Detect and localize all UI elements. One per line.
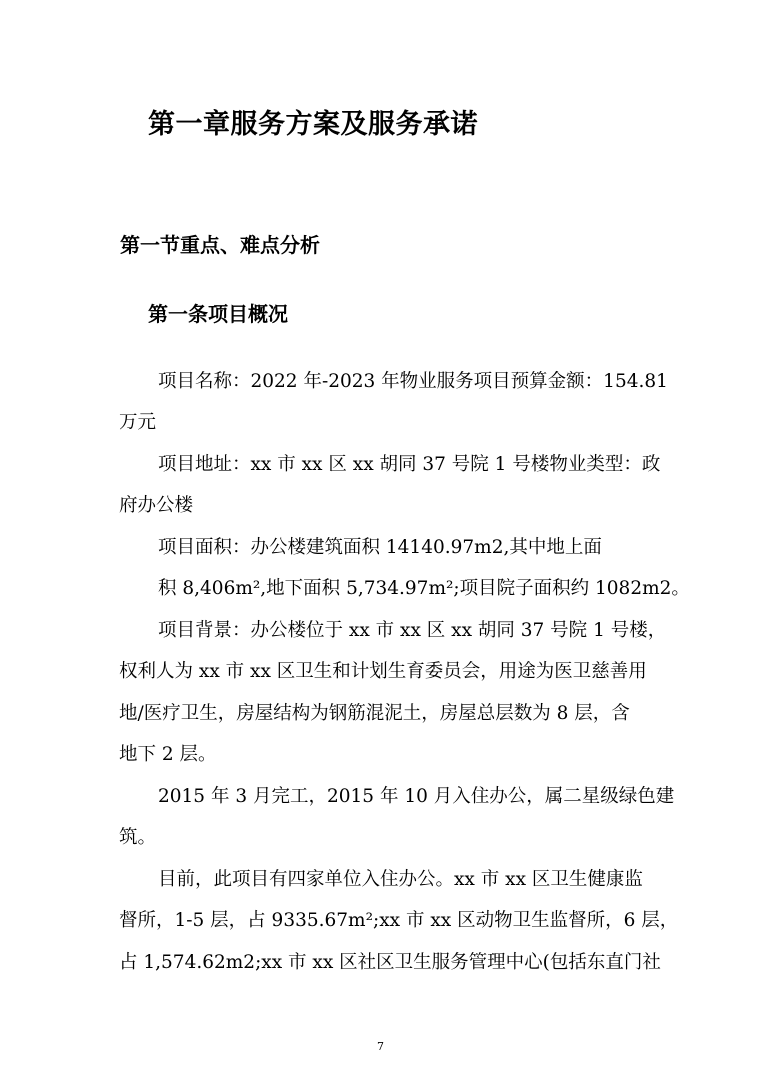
project-area-line: 项目面积：办公楼建筑面积 14140.97m2,其中地上面: [158, 537, 602, 558]
page-number: 7: [377, 1040, 384, 1053]
project-background-line-3: 地/医疗卫生，房屋结构为钢筋混泥土，房屋总层数为 8 层，含: [119, 703, 630, 724]
project-address-continued: 府办公楼: [119, 495, 194, 516]
completion-line: 2015 年 3 月完工，2015 年 10 月入住办公，属二星级绿色建: [158, 786, 675, 807]
completion-continued: 筑。: [119, 827, 157, 848]
project-name-continued: 万元: [119, 412, 157, 433]
project-background-line-2: 权利人为 xx 市 xx 区卫生和计划生育委员会，用途为医卫慈善用: [119, 661, 647, 682]
project-background-line: 项目背景：办公楼位于 xx 市 xx 区 xx 胡同 37 号院 1 号楼，: [158, 620, 667, 641]
project-area-continued: 积 8,406m²,地下面积 5,734.97m²;项目院子面积约 1082m2。: [158, 578, 690, 599]
project-background-line-4: 地下 2 层。: [119, 744, 217, 765]
occupants-line-2: 督所，1-5 层，占 9335.67m²;xx 市 xx 区动物卫生监督所，6 层，: [119, 910, 679, 931]
chapter-title: 第一章服务方案及服务承诺: [148, 109, 478, 140]
project-address-line: 项目地址：xx 市 xx 区 xx 胡同 37 号院 1 号楼物业类型：政: [158, 454, 661, 475]
occupants-line-3: 占 1,574.62m2;xx 市 xx 区社区卫生服务管理中心(包括东直门社: [119, 952, 661, 973]
article-title: 第一条项目概况: [148, 302, 288, 326]
project-name-line: 项目名称：2022 年-2023 年物业服务项目预算金额：154.81: [158, 371, 668, 392]
occupants-line: 目前，此项目有四家单位入住办公。xx 市 xx 区卫生健康监: [158, 869, 643, 890]
section-title: 第一节重点、难点分析: [120, 233, 320, 257]
